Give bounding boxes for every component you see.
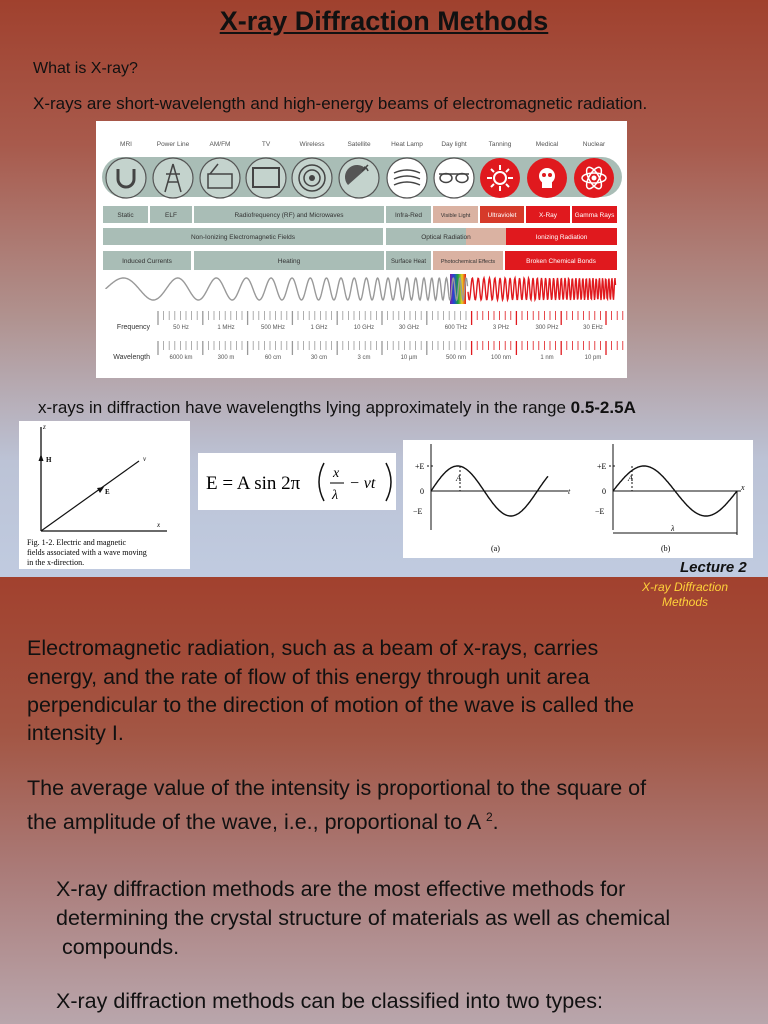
zero-label: 0 [602,487,606,496]
paragraph-line: intensity I. [27,721,124,745]
source-label: Wireless [299,141,325,148]
amplitude-label: A [456,474,461,483]
page-title: X-ray Diffraction Methods [219,6,549,36]
wavelength-label: Wavelength [113,354,150,361]
radio-icon [200,158,240,198]
frequency-tick: 600 THz [444,325,468,331]
effect-label: Heating [277,258,301,265]
intro-text: X-rays are short-wavelength and high-energy beams of electromagnetic radiation. [33,94,648,113]
wavelength-tick: 10 µm [400,355,418,361]
band-label: Infra-Red [394,212,423,219]
source-label: Satellite [347,141,371,148]
heat-lamp-icon [387,158,427,198]
list-item-line: compounds. [56,935,180,959]
range-text: x-rays in diffraction have wavelengths lying approximately in the range [38,398,571,417]
frequency-tick: 10 GHz [353,325,375,331]
plus-e-label: +E [415,462,425,471]
frequency-tick: 30 GHz [398,325,420,331]
lecture-subtitle-line: X-ray Diffraction [641,580,729,594]
scale-ticks [158,311,623,355]
axis-t-label: t [568,487,571,496]
wavelength-tick: 1 nm [540,355,554,361]
source-label: Day light [441,141,467,148]
frequency-tick: 1 GHz [310,325,328,331]
wavelength-tick: 30 cm [310,355,328,361]
wave-equation [198,453,396,510]
axis-z-label: z [43,423,46,431]
radiation-label: Non-Ionizing Electromagnetic Fields [190,234,296,241]
effect-label: Induced Currents [122,258,172,265]
caption-line: in the x-direction. [27,558,85,567]
amplitude-label: A [628,474,633,483]
band-label: Visible Light [440,213,471,219]
minus-e-label: −E [595,507,605,516]
axis-x-label: x [157,521,161,529]
frequency-tick: 500 MHz [260,325,286,331]
frequency-tick: 300 PHz [535,325,559,331]
source-label: Heat Lamp [391,141,423,148]
lecture-subtitle [610,580,760,610]
equation-denominator: λ [332,488,339,503]
range-line [38,398,636,418]
effect-label: Photochemical Effects [440,259,496,265]
v-label: v [143,455,147,463]
spectrum-wave-ionizing [468,278,616,300]
list-item-types: X-ray diffraction methods can be classified into two types: [56,989,603,1013]
band-label: Ultraviolet [487,212,517,219]
radiation-label: Ionizing Radiation [535,234,588,241]
wavelength-tick: 10 pm [584,355,602,361]
satellite-icon [339,158,379,198]
wavelength-tick: 300 m [217,355,235,361]
equation-tail: − νt [349,475,376,492]
source-icons [106,158,614,198]
equation-numerator: x [333,466,340,481]
paragraph-line: perpendicular to the direction of motion of the wave is called the [27,693,635,717]
effect-label: Broken Chemical Bonds [526,258,596,265]
paragraph-line: The average value of the intensity is proportional to the square of [27,776,647,800]
band-label: ELF [165,212,177,219]
caption-line: fields associated with a wave moving [27,548,147,557]
axis-x-label: x [741,483,745,492]
source-label: Tanning [488,141,512,148]
wavelength-tick: 3 cm [357,355,371,361]
spectrum-wave [106,278,468,300]
band-label: Gamma Rays [574,212,615,219]
plus-e-label: +E [597,462,607,471]
list-item-methods [56,875,670,962]
equation-lhs: E = A sin 2π [206,473,301,494]
paragraph-average [27,774,646,836]
list-item-line: determining the crystal structure of materials as well as chemical [56,906,671,930]
intro-line [33,94,647,114]
paragraph-intensity [27,634,634,747]
zero-label: 0 [420,487,424,496]
list-item-line: X-ray diffraction methods are the most effective methods for [56,877,626,901]
source-label: Nuclear [582,141,606,148]
paragraph-line: Electromagnetic radiation, such as a beam of x-rays, carries [27,636,599,660]
band-label: Static [117,212,134,219]
source-label: Power Line [156,141,190,148]
frequency-tick: 1 MHz [217,325,235,331]
lecture-label: Lecture 2 [680,559,747,576]
band-label: Radiofrequency (RF) and Microwaves [234,212,344,219]
source-label: Medical [535,141,559,148]
frequency-label: Frequency [116,324,150,331]
wavelength-tick: 60 cm [264,355,282,361]
frequency-tick: 30 EHz [583,325,603,331]
source-label: MRI [120,141,132,148]
h-label: H [46,456,52,464]
source-label: AM/FM [209,141,231,148]
em-spectrum-figure [96,121,627,378]
question-text: What is X-ray? [33,60,138,77]
effect-label: Surface Heat [390,259,427,265]
paragraph-line: energy, and the rate of flow of this energy through unit area [27,665,590,689]
figure-a-label: (a) [491,544,500,553]
minus-e-label: −E [413,507,423,516]
lambda-label: λ [671,524,675,533]
figure-b-label: (b) [661,544,671,553]
frequency-tick: 3 PHz [492,325,510,331]
frequency-tick: 50 Hz [173,325,189,331]
wavelength-tick: 500 nm [445,355,467,361]
sun-icon [480,158,520,198]
wavelength-tick: 100 nm [490,355,512,361]
paragraph-line: the amplitude of the wave, i.e., proportional to A [27,810,486,835]
sine-wave-figure [403,440,753,558]
caption-line: Fig. 1-2. Electric and magnetic [27,538,127,547]
radiation-label: Optical Radiation [421,234,471,241]
magnet-icon [106,158,146,198]
lecture-subtitle-line: Methods [661,595,709,609]
e-label: E [105,488,110,496]
superscript: 2 [485,810,493,824]
range-value: 0.5-2.5A [570,398,636,417]
period: . [492,810,499,835]
source-label: TV [261,141,271,148]
band-label: X-Ray [538,212,558,219]
wavelength-tick: 6000 km [169,355,193,361]
field-vectors-figure [19,421,190,569]
